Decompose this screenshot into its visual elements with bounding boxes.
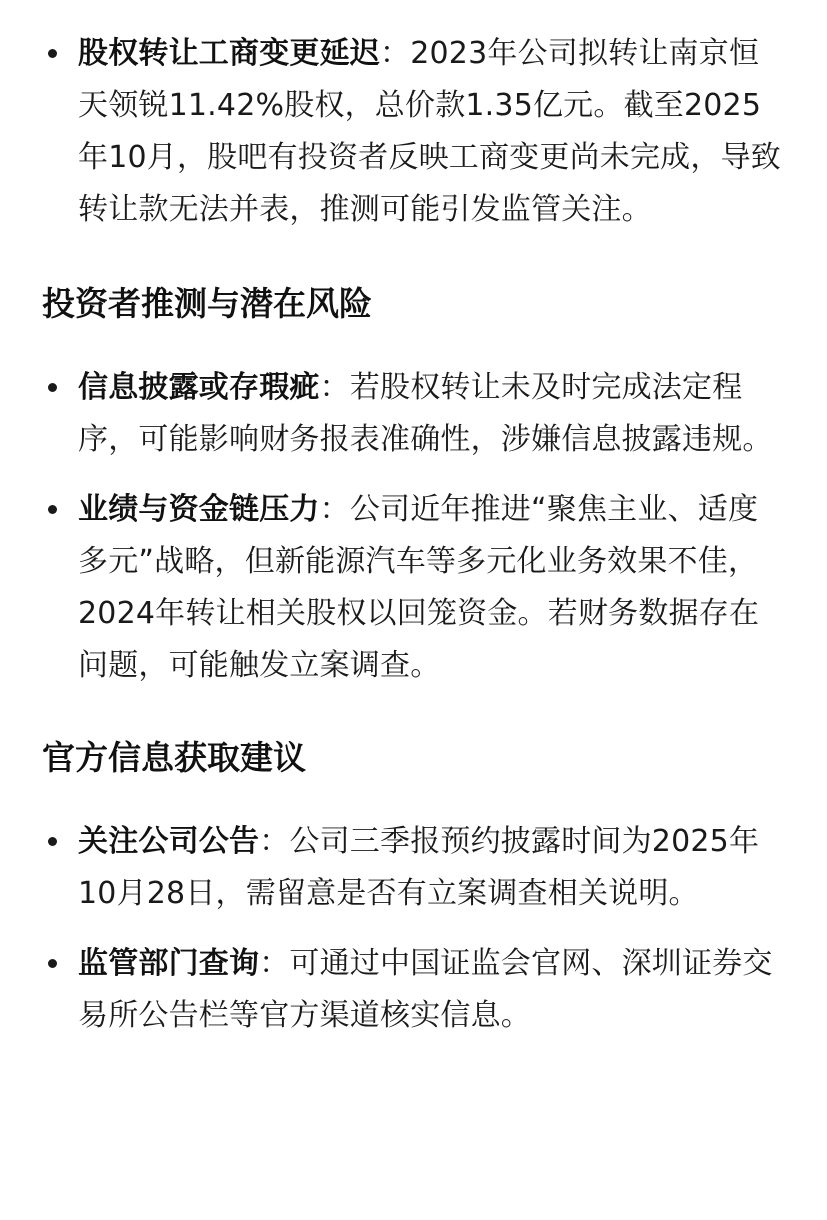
item-colon: ：	[380, 36, 411, 71]
section-heading-official-info: 官方信息获取建议	[42, 738, 306, 777]
item-term: 业绩与资金链压力	[78, 492, 320, 527]
list-item	[42, 362, 787, 466]
bullet-icon	[48, 49, 57, 58]
item-term: 关注公司公告	[78, 824, 260, 859]
bullet-list-intro	[42, 0, 787, 236]
item-term: 监管部门查询	[78, 946, 260, 981]
bullet-icon	[48, 505, 57, 514]
item-text: 公司近年推进“聚焦主业、适度多元”战略，但新能源汽车等多元化业务效果不佳，2024年转让相关股权以回笼资金。若财务数据存在问题，可能触发立案调查。	[78, 492, 760, 683]
section-heading-risks: 投资者推测与潜在风险	[42, 284, 372, 323]
bullet-icon	[48, 383, 57, 392]
bullet-list-official-info	[42, 816, 787, 1042]
item-colon: ：	[259, 824, 290, 859]
item-colon: ：	[319, 370, 350, 405]
list-item	[42, 938, 787, 1042]
item-term: 股权转让工商变更延迟	[78, 36, 380, 71]
bullet-list-risks	[42, 362, 787, 692]
list-item	[42, 28, 787, 236]
item-colon: ：	[319, 492, 350, 527]
item-text: 2023年公司拟转让南京恒天领锐11.42%股权，总价款1.35亿元。截至2025年10月，股吧有投资者反映工商变更尚未完成，导致转让款无法并表，推测可能引发监管关注。	[78, 36, 781, 227]
item-text: 公司三季报预约披露时间为2025年10月28日，需留意是否有立案调查相关说明。	[78, 824, 760, 911]
list-item	[42, 484, 787, 692]
bullet-icon	[48, 837, 57, 846]
item-term: 信息披露或存瑕疵	[78, 370, 320, 405]
item-colon: ：	[259, 946, 290, 981]
bullet-icon	[48, 959, 57, 968]
item-text: 可通过中国证监会官网、深圳证券交易所公告栏等官方渠道核实信息。	[78, 946, 773, 1033]
list-item	[42, 816, 787, 920]
item-text: 若股权转让未及时完成法定程序，可能影响财务报表准确性，涉嫌信息披露违规。	[78, 370, 773, 457]
